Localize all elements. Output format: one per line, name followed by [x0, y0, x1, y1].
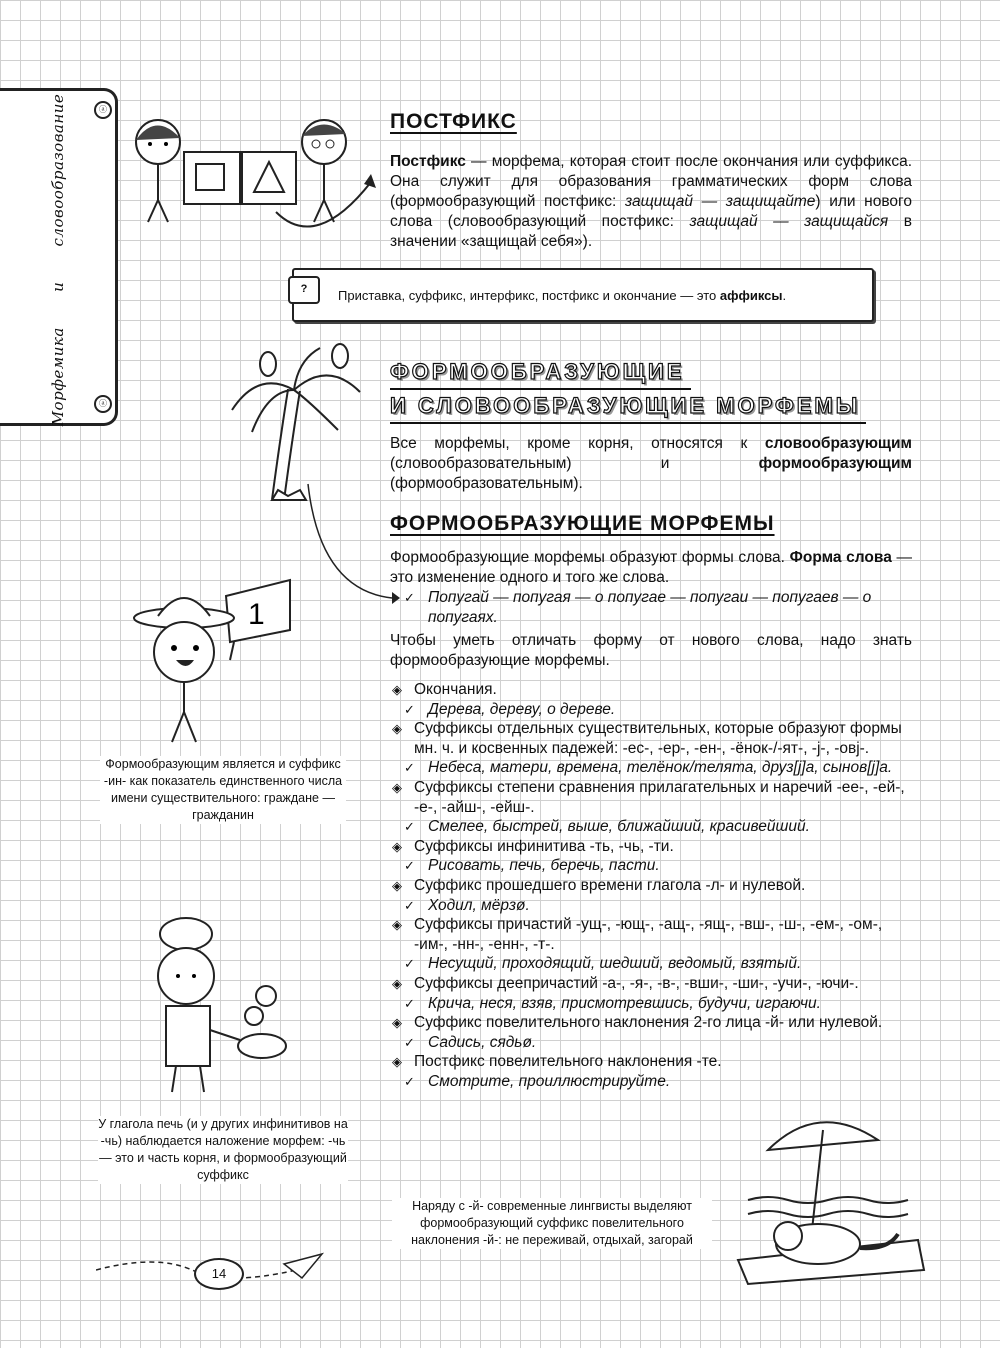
chef-illustration	[130, 910, 300, 1100]
title-line-2: И СЛОВООБРАЗУЮЩИЕ МОРФЕМЫ	[390, 390, 866, 424]
postfix-example-1: защищай — защищайте	[624, 193, 816, 210]
form-text-2: — это изменение одного и того же слова.	[390, 549, 912, 586]
affix-note-text	[338, 288, 786, 303]
postfix-heading: ПОСТФИКС	[390, 110, 517, 133]
postfix-definition	[390, 152, 912, 252]
intro-text-2: (словообразовательным) и	[390, 455, 759, 472]
affix-note-end: .	[782, 288, 787, 303]
question-tag-icon: ?	[288, 276, 320, 304]
section-side-tab	[0, 88, 118, 426]
intro-bold-2: формообразующим	[758, 455, 912, 472]
form-example: ✓ Попугай — попугая — о попугае — попугаи — попугаев — о попугаях.	[390, 588, 912, 627]
morpheme-example: ✓ Несущий, проходящий, шедший, ведомый, взятый.	[390, 954, 912, 974]
morpheme-example: ✓ Смелее, быстрей, выше, ближайший, красивейший.	[390, 817, 912, 837]
intro-section	[390, 434, 912, 494]
intro-paragraph	[390, 434, 912, 494]
form-bold: Форма слова	[789, 549, 892, 566]
form-definition	[390, 548, 912, 588]
affix-note-body: Приставка, суффикс, интерфикс, постфикс и окончание — это	[338, 288, 720, 303]
intro-bold-1: словообразующим	[764, 435, 912, 452]
affix-note-box	[292, 268, 874, 322]
morpheme-example: ✓ Крича, неся, взяв, присмотревшись, будучи, играючи.	[390, 994, 912, 1014]
curved-arrow	[300, 480, 400, 610]
section-label: Морфемика и словообразование	[49, 93, 67, 427]
morpheme-example: ✓ Смотрите, проиллюстрируйте.	[390, 1072, 912, 1092]
affix-note-bold: аффиксы	[719, 288, 783, 303]
morpheme-item: ◈ Суффиксы отдельных существительных, которые образуют формы мн. ч. и косвенных падежей: -ес-, -ер-, -ен-, -ёнок-/-ят-, -j-, -овj-.	[390, 719, 912, 758]
caption-suffix-j: Наряду с -й- современные лингвисты выделяют формообразующий суффикс повелительного наклонения -й-: не переживай, отдыхай, загорай	[392, 1198, 712, 1249]
morpheme-example: ✓ Ходил, мёрзø.	[390, 896, 912, 916]
postfix-term: Постфикс	[390, 153, 466, 170]
caption-pech: У глагола печь (и у других инфинитивов на -чь) наблюдается наложение морфем: -чь — это и часть корня, и формообразующий суффикс	[98, 1117, 348, 1182]
morpheme-item: ◈ Суффиксы степени сравнения прилагательных и наречий -ее-, -ей-, -е-, -айш-, -ейш-.	[390, 778, 912, 817]
tab-bottom-icon: ⓐ	[94, 395, 112, 413]
postfix-text-3: в значении «защищай себя»).	[390, 213, 912, 250]
form-morphemes-section	[390, 512, 912, 671]
form-note: Чтобы уметь отличать форму от нового слова, надо знать формообразующие морфемы.	[390, 632, 912, 670]
morpheme-list	[390, 680, 912, 1091]
page-number: 14	[194, 1258, 244, 1290]
morpheme-example: ✓ Небеса, матери, времена, телёнок/телята, друз[j]а, сынов[j]а.	[390, 758, 912, 778]
morpheme-example: ✓ Рисовать, печь, беречь, пасти.	[390, 856, 912, 876]
caption-suffix-in: Формообразующим является и суффикс -ин- как показатель единственного числа имени существительного: граждане — гражданин	[100, 756, 346, 824]
morpheme-item: ◈ Суффиксы инфинитива -ть, -чь, -ти.	[390, 837, 912, 857]
morpheme-item: ◈ Суффиксы деепричастий -а-, -я-, -в-, -вши-, -ши-, -учи-, -ючи-.	[390, 974, 912, 994]
kids-puzzle-illustration	[126, 112, 376, 242]
postfix-text-2: ) или нового слова (словообразующий постфикс:	[390, 193, 912, 230]
morpheme-item: ◈ Постфикс повелительного наклонения -те.	[390, 1052, 912, 1072]
boy-sign-illustration	[118, 572, 298, 752]
postfix-text-1: — морфема, которая стоит после окончания или суффикса. Она служит для образования грамматических форм слова (формообразующий постфикс:	[390, 153, 912, 210]
morpheme-example: ✓ Садись, сядьø.	[390, 1033, 912, 1053]
morpheme-item: ◈ Суффиксы причастий -ущ-, -ющ-, -ащ-, -ящ-, -вш-, -ш-, -ем-, -ом-, -им-, -нн-, -енн-, -т-.	[390, 915, 912, 954]
form-example-list	[390, 588, 912, 627]
morpheme-example: ✓ Дерева, дереву, о дереве.	[390, 700, 912, 720]
morpheme-item: ◈ Окончания.	[390, 680, 912, 700]
tab-top-icon: ⓐ	[94, 101, 112, 119]
postfix-example-2: защищай — защищайся	[689, 213, 889, 230]
morpheme-item: ◈ Суффикс повелительного наклонения 2-го лица -й- или нулевой.	[390, 1013, 912, 1033]
form-text-1: Формообразующие морфемы образуют формы слова.	[390, 549, 790, 566]
title-line-1: ФОРМООБРАЗУЮЩИЕ	[390, 356, 691, 390]
intro-text-3: (формообразовательным).	[390, 475, 583, 492]
sign-number: 1	[248, 598, 265, 631]
morpheme-item: ◈ Суффикс прошедшего времени глагола -л- и нулевой.	[390, 876, 912, 896]
intro-text-1: Все морфемы, кроме корня, относятся к	[390, 435, 765, 452]
postfix-section	[390, 110, 912, 252]
morphemes-title	[390, 356, 866, 424]
form-morphemes-heading: ФОРМООБРАЗУЮЩИЕ МОРФЕМЫ	[390, 512, 775, 535]
beach-cat-illustration	[728, 1110, 928, 1290]
